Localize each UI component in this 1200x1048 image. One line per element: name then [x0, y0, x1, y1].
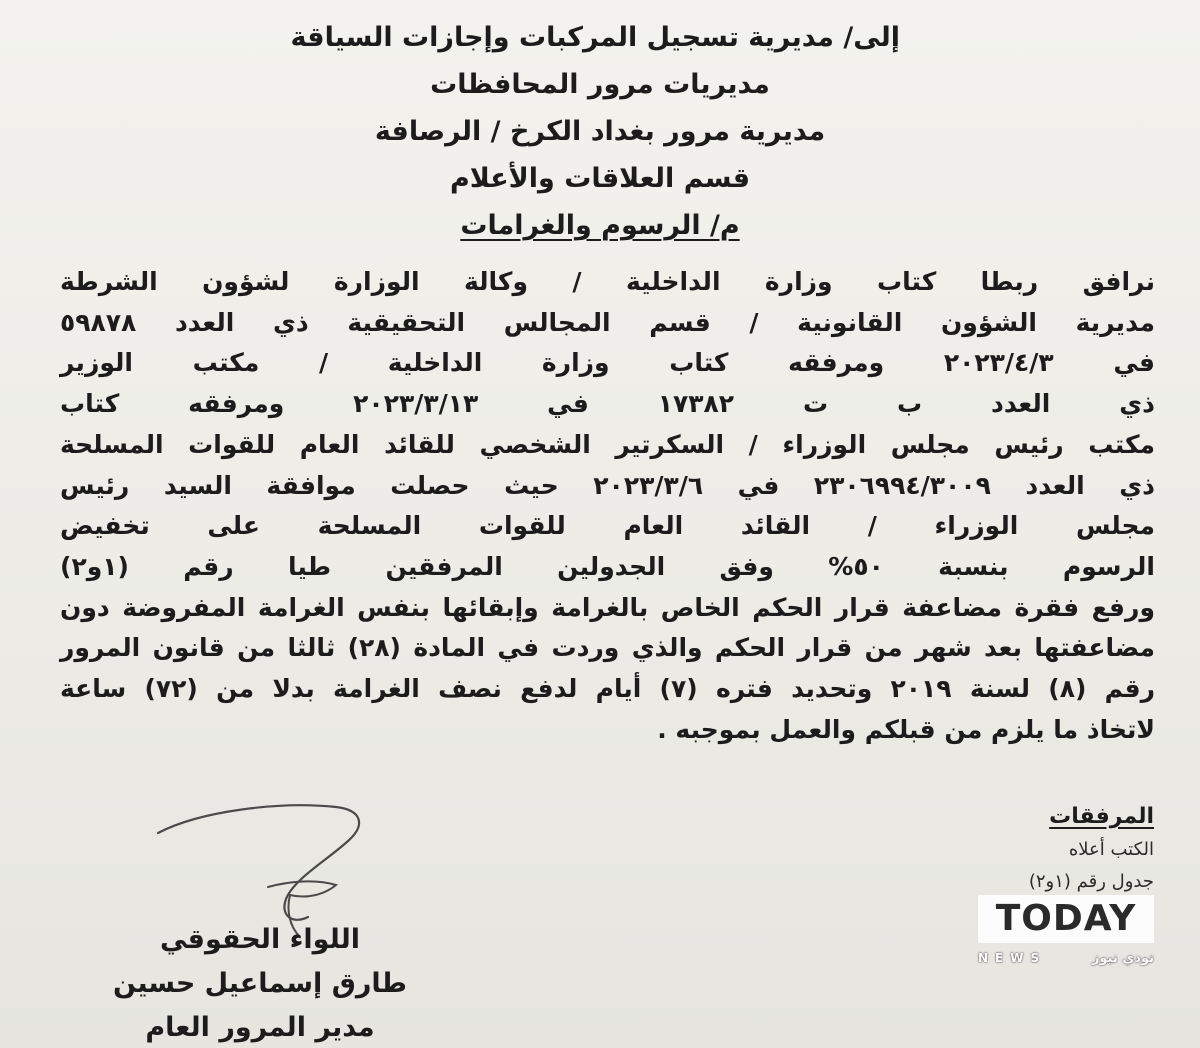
signatory-name: طارق إسماعيل حسين — [113, 968, 407, 999]
attachments-title: المرفقات — [1049, 804, 1154, 829]
addressee-line-3: مديرية مرور بغداد الكرخ / الرصافة — [374, 116, 826, 147]
body-line-4: ذي العدد ب ت ١٧٣٨٢ في ٢٠٢٣/٣/١٣ ومرفقه كتاب — [60, 389, 1155, 419]
addressee-line-4: قسم العلاقات والأعلام — [449, 163, 751, 194]
signatory-rank: اللواء الحقوقي — [159, 924, 360, 955]
body-line-9: ورفع فقرة مضاعفة قرار الحكم الخاص بالغرامة وإبقائها بنفس الغرامة المفروضة دون — [60, 592, 1155, 622]
signatory-block — [110, 918, 410, 1048]
today-news-watermark — [978, 895, 1154, 971]
body-line-1: نرافق ربطا كتاب وزارة الداخلية / وكالة الوزارة لشؤون الشرطة — [60, 267, 1155, 296]
watermark-news-latin: NEWS — [978, 951, 1047, 965]
body-line-11: رقم (٨) لسنة ٢٠١٩ وتحديد فتره (٧) أيام لدفع نصف الغرامة بدلا من (٧٢) ساعة — [60, 674, 1156, 704]
watermark-brand: TODAY — [995, 898, 1137, 939]
addressee-block — [290, 14, 900, 249]
watermark-subline — [978, 947, 1154, 969]
body-line-3: في ٢٠٢٣/٤/٣ ومرفقه كتاب وزارة الداخلية / مكتب الوزير — [60, 348, 1155, 378]
addressee-line-2: مديريات مرور المحافظات — [430, 69, 770, 100]
body-line-12: لاتخاذ ما يلزم من قبلكم والعمل بموجبه . — [657, 714, 1155, 744]
signatory-title: مدير المرور العام — [145, 1012, 375, 1043]
body-line-5: مكتب رئيس مجلس الوزراء / السكرتير الشخصي للقائد العام للقوات المسلحة — [60, 429, 1155, 459]
addressee-line-1: إلى/ مديرية تسجيل المركبات وإجازات السياقة — [290, 22, 900, 53]
body-line-6: ذي العدد ٢٣٠٦٩٩٤/٣٠٠٩ في ٢٠٢٣/٣/٦ حيث حصلت موافقة السيد رئيس — [60, 470, 1155, 500]
attachments-block — [914, 800, 1154, 898]
watermark-news-arabic: تودي نيوز — [1092, 950, 1154, 966]
body-line-10: مضاعفتها بعد شهر من قرار الحكم والذي وردت في المادة (٢٨) ثالثا من قانون المرور — [60, 633, 1156, 663]
letter-body — [60, 262, 1155, 750]
attachment-item-2: جدول رقم (١و٢) — [1028, 871, 1154, 892]
subject-text: م/ الرسوم والغرامات — [460, 210, 740, 241]
body-line-8: الرسوم بنسبة ٥٠% وفق الجدولين المرفقين طيا رقم (١و٢) — [60, 551, 1155, 581]
attachment-item-1: الكتب أعلاه — [1068, 839, 1154, 860]
body-line-2: مديرية الشؤون القانونية / قسم المجالس التحقيقية ذي العدد ٥٩٨٧٨ — [60, 307, 1155, 337]
subject-line — [300, 202, 900, 249]
body-line-7: مجلس الوزراء / القائد العام للقوات المسلحة على تخفيض — [60, 511, 1155, 541]
